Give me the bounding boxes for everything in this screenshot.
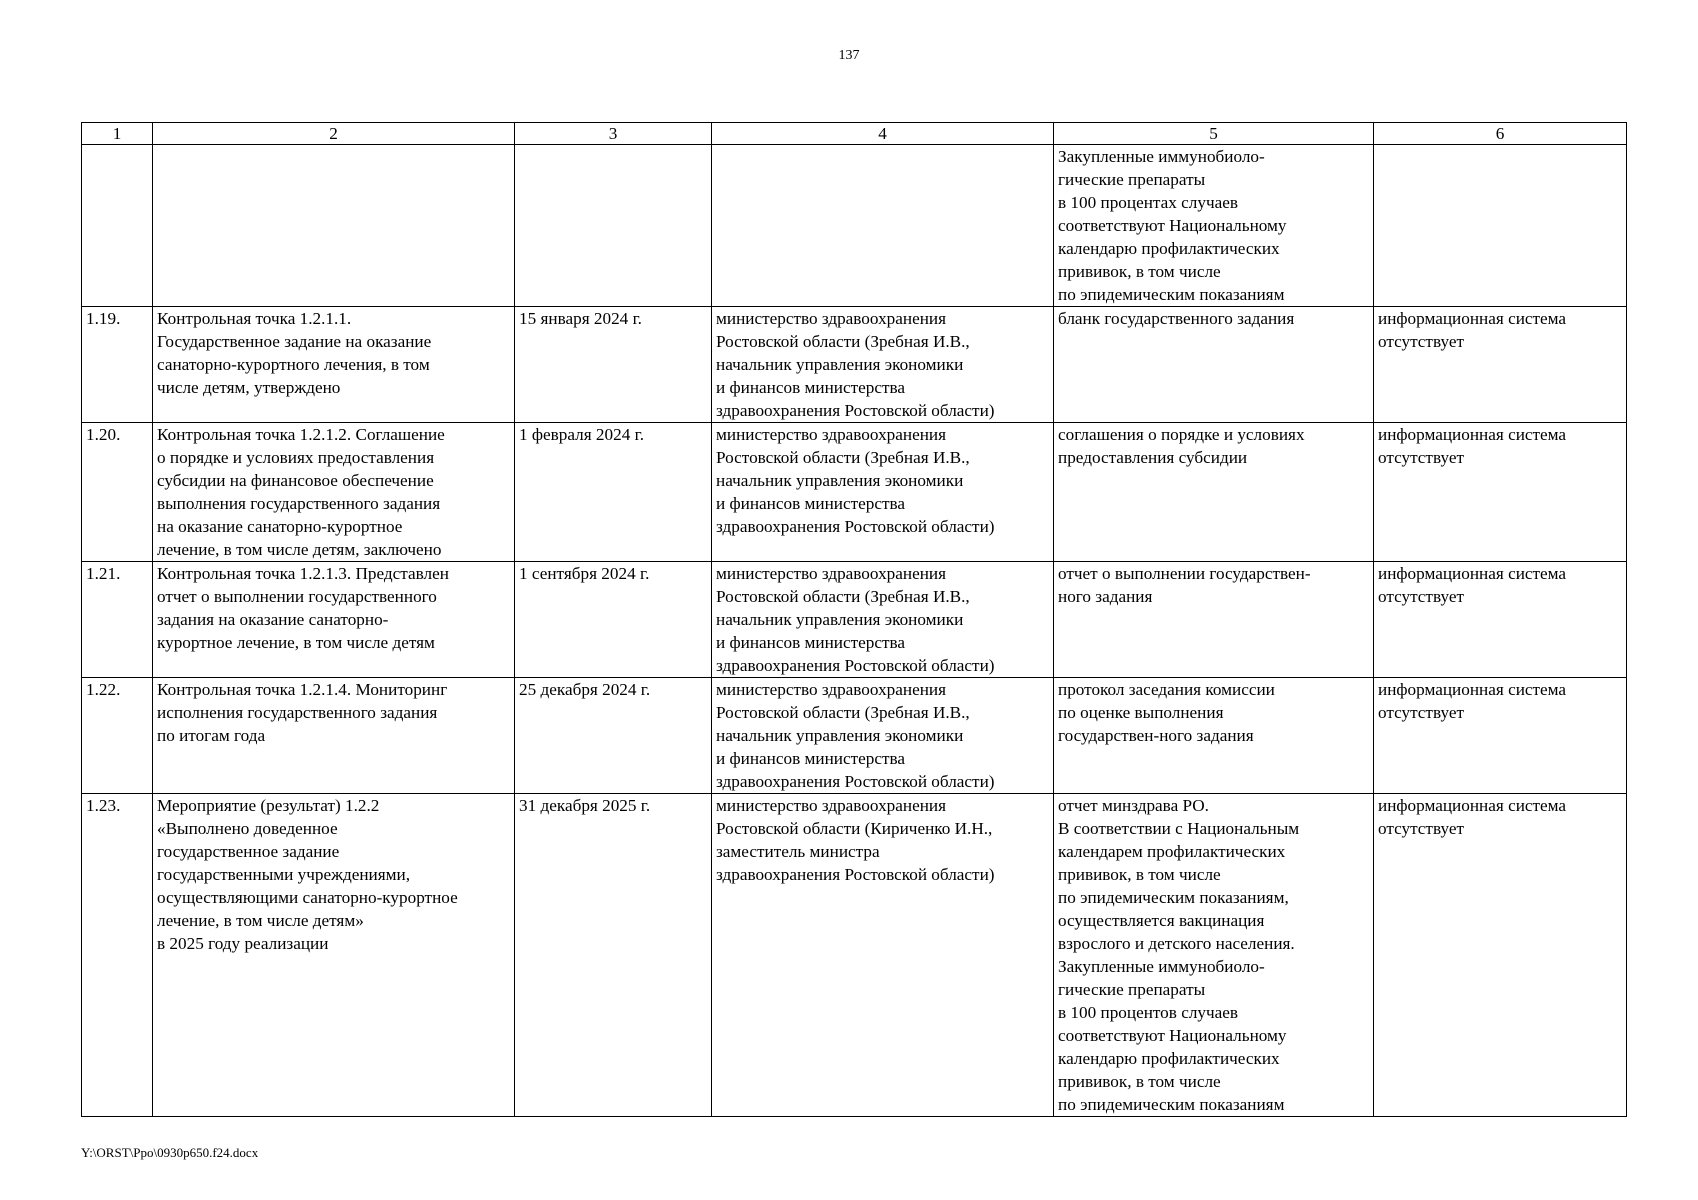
cell-document-line: по оценке выполнения	[1058, 703, 1224, 722]
table-row	[82, 423, 1627, 562]
column-header-3: 3	[515, 123, 712, 145]
cell-document-line: Закупленные иммунобиоло-	[1058, 957, 1265, 976]
header-row	[82, 123, 1627, 145]
cell-name	[153, 307, 515, 423]
cell-number: 1.21.	[82, 562, 153, 678]
cell-system-line: информационная система	[1378, 680, 1567, 699]
cell-responsible-line: и финансов министерства	[716, 633, 905, 652]
cell-date: 25 декабря 2024 г.	[515, 678, 712, 794]
column-header-4: 4	[712, 123, 1054, 145]
cell-document-line: соответствуют Национальному	[1058, 216, 1287, 235]
cell-system-line: отсутствует	[1378, 587, 1464, 606]
page-number: 137	[838, 48, 860, 63]
cell-responsible-line: министерство здравоохранения	[716, 796, 947, 815]
cell-responsible-line: Ростовской области (Зребная И.В.,	[716, 332, 970, 351]
cell-responsible-line: и финансов министерства	[716, 378, 905, 397]
cell-date: 1 сентября 2024 г.	[515, 562, 712, 678]
cell-responsible-line: Ростовской области (Зребная И.В.,	[716, 587, 970, 606]
cell-system	[1374, 145, 1627, 307]
cell-responsible-line: начальник управления экономики	[716, 471, 964, 490]
cell-document-line: В соответствии с Национальным	[1058, 819, 1300, 838]
cell-name-line: числе детям, утверждено	[157, 378, 341, 397]
file-path-footer: Y:\ORST\Ppo\0930p650.f24.docx	[81, 1145, 259, 1160]
cell-name-line: лечение, в том числе детям, заключено	[157, 540, 442, 559]
cell-name-line: курортное лечение, в том числе детям	[157, 633, 435, 652]
cell-responsible	[712, 145, 1054, 307]
cell-document	[1054, 562, 1374, 678]
cell-document-line: соглашения о порядке и условиях	[1058, 425, 1305, 444]
cell-document-line: ного задания	[1058, 587, 1153, 606]
cell-name-line: Контрольная точка 1.2.1.1.	[157, 309, 352, 328]
cell-document-line: протокол заседания комиссии	[1058, 680, 1275, 699]
cell-system-line: информационная система	[1378, 564, 1567, 583]
cell-responsible-line: Ростовской области (Кириченко И.Н.,	[716, 819, 993, 838]
cell-document-line: прививок, в том числе	[1058, 262, 1221, 281]
cell-system-line: информационная система	[1378, 796, 1567, 815]
cell-name	[153, 423, 515, 562]
cell-name-line: Государственное задание на оказание	[157, 332, 432, 351]
cell-document-line: гические препараты	[1058, 170, 1206, 189]
cell-system	[1374, 794, 1627, 1117]
cell-document-line: соответствуют Национальному	[1058, 1026, 1287, 1045]
cell-document-line: отчет минздрава РО.	[1058, 796, 1209, 815]
cell-responsible-line: начальник управления экономики	[716, 726, 964, 745]
cell-document	[1054, 794, 1374, 1117]
cell-name	[153, 562, 515, 678]
cell-responsible-line: Ростовской области (Зребная И.В.,	[716, 448, 970, 467]
cell-document-line: прививок, в том числе	[1058, 865, 1221, 884]
cell-responsible-line: министерство здравоохранения	[716, 564, 947, 583]
cell-responsible-line: заместитель министра	[716, 842, 880, 861]
cell-name-line: Мероприятие (результат) 1.2.2	[157, 796, 380, 815]
cell-name-line: субсидии на финансовое обеспечение	[157, 471, 434, 490]
cell-responsible-line: начальник управления экономики	[716, 355, 964, 374]
cell-date: 15 января 2024 г.	[515, 307, 712, 423]
cell-responsible-line: здравоохранения Ростовской области)	[716, 865, 995, 884]
cell-document-line: календарем профилактических	[1058, 842, 1286, 861]
cell-name-line: лечение, в том числе детям»	[157, 911, 364, 930]
cell-name	[153, 794, 515, 1117]
cell-responsible-line: министерство здравоохранения	[716, 425, 947, 444]
cell-document	[1054, 307, 1374, 423]
cell-system-line: информационная система	[1378, 309, 1567, 328]
cell-name-line: в 2025 году реализации	[157, 934, 329, 953]
cell-name-line: по итогам года	[157, 726, 266, 745]
cell-responsible	[712, 794, 1054, 1117]
cell-document	[1054, 423, 1374, 562]
cell-name-line: осуществляющими санаторно-курортное	[157, 888, 458, 907]
cell-document-line: предоставления субсидии	[1058, 448, 1248, 467]
cell-document-line: осуществляется вакцинация	[1058, 911, 1265, 930]
cell-system	[1374, 423, 1627, 562]
cell-system	[1374, 678, 1627, 794]
cell-responsible	[712, 307, 1054, 423]
cell-document-line: по эпидемическим показаниям	[1058, 285, 1285, 304]
cell-system	[1374, 562, 1627, 678]
table-row	[82, 794, 1627, 1117]
cell-document	[1054, 678, 1374, 794]
cell-name-line: задания на оказание санаторно-	[157, 610, 389, 629]
cell-document-line: календарю профилактических	[1058, 239, 1280, 258]
cell-system-line: отсутствует	[1378, 819, 1464, 838]
cell-responsible	[712, 423, 1054, 562]
cell-document-line: Закупленные иммунобиоло-	[1058, 147, 1265, 166]
cell-date	[515, 145, 712, 307]
column-header-6: 6	[1374, 123, 1627, 145]
plan-table	[81, 122, 1627, 1117]
column-header-2: 2	[153, 123, 515, 145]
cell-name	[153, 145, 515, 307]
cell-name-line: санаторно-курортного лечения, в том	[157, 355, 430, 374]
cell-name-line: Контрольная точка 1.2.1.2. Соглашение	[157, 425, 445, 444]
cell-number: 1.19.	[82, 307, 153, 423]
cell-responsible-line: министерство здравоохранения	[716, 680, 947, 699]
cell-document-line: взрослого и детского населения.	[1058, 934, 1295, 953]
column-header-5: 5	[1054, 123, 1374, 145]
cell-responsible-line: начальник управления экономики	[716, 610, 964, 629]
table-row	[82, 562, 1627, 678]
cell-number: 1.22.	[82, 678, 153, 794]
cell-document-line: в 100 процентов случаев	[1058, 1003, 1239, 1022]
cell-document-line: по эпидемическим показаниям,	[1058, 888, 1289, 907]
cell-responsible	[712, 678, 1054, 794]
cell-responsible-line: здравоохранения Ростовской области)	[716, 656, 995, 675]
cell-document-line: по эпидемическим показаниям	[1058, 1095, 1285, 1114]
cell-document-line: прививок, в том числе	[1058, 1072, 1221, 1091]
cell-name-line: государственное задание	[157, 842, 340, 861]
cell-responsible-line: Ростовской области (Зребная И.В.,	[716, 703, 970, 722]
cell-name-line: выполнения государственного задания	[157, 494, 441, 513]
cell-number	[82, 145, 153, 307]
column-header-1: 1	[82, 123, 153, 145]
cell-system-line: отсутствует	[1378, 332, 1464, 351]
cell-system	[1374, 307, 1627, 423]
cell-document-line: бланк государственного задания	[1058, 309, 1295, 328]
cell-name-line: отчет о выполнении государственного	[157, 587, 437, 606]
cell-date: 1 февраля 2024 г.	[515, 423, 712, 562]
cell-name-line: государственными учреждениями,	[157, 865, 411, 884]
cell-name-line: Контрольная точка 1.2.1.3. Представлен	[157, 564, 449, 583]
table-row	[82, 145, 1627, 307]
cell-name-line: исполнения государственного задания	[157, 703, 438, 722]
cell-responsible-line: министерство здравоохранения	[716, 309, 947, 328]
cell-system-line: информационная система	[1378, 425, 1567, 444]
cell-responsible-line: здравоохранения Ростовской области)	[716, 401, 995, 420]
cell-name-line: Контрольная точка 1.2.1.4. Мониторинг	[157, 680, 448, 699]
cell-responsible-line: и финансов министерства	[716, 494, 905, 513]
cell-number: 1.23.	[82, 794, 153, 1117]
cell-number: 1.20.	[82, 423, 153, 562]
cell-document-line: в 100 процентах случаев	[1058, 193, 1238, 212]
cell-document-line: гические препараты	[1058, 980, 1206, 999]
cell-document-line: государствен-ного задания	[1058, 726, 1254, 745]
cell-document	[1054, 145, 1374, 307]
cell-name-line: на оказание санаторно-курортное	[157, 517, 403, 536]
cell-responsible	[712, 562, 1054, 678]
table-row	[82, 678, 1627, 794]
cell-responsible-line: и финансов министерства	[716, 749, 905, 768]
cell-responsible-line: здравоохранения Ростовской области)	[716, 517, 995, 536]
cell-date: 31 декабря 2025 г.	[515, 794, 712, 1117]
cell-document-line: календарю профилактических	[1058, 1049, 1280, 1068]
table-body	[82, 145, 1627, 1117]
cell-name-line: о порядке и условиях предоставления	[157, 448, 435, 467]
cell-name-line: «Выполнено доведенное	[157, 819, 338, 838]
cell-system-line: отсутствует	[1378, 703, 1464, 722]
cell-document-line: отчет о выполнении государствен-	[1058, 564, 1311, 583]
cell-system-line: отсутствует	[1378, 448, 1464, 467]
cell-responsible-line: здравоохранения Ростовской области)	[716, 772, 995, 791]
cell-name	[153, 678, 515, 794]
table-row	[82, 307, 1627, 423]
